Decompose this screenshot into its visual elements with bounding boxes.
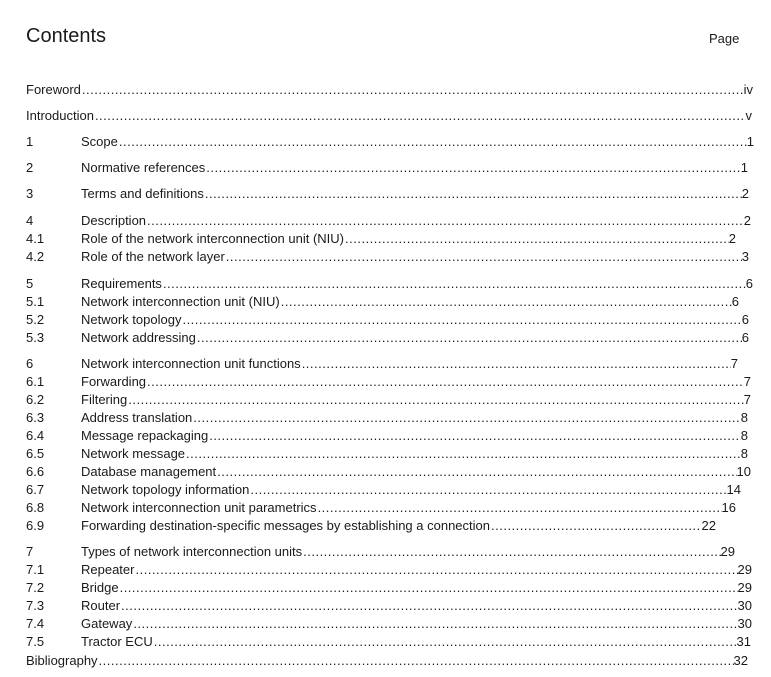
toc-entry-page: 22 bbox=[701, 518, 716, 533]
toc-entry-title: Network addressing bbox=[81, 330, 196, 345]
dot-leader bbox=[345, 231, 729, 247]
toc-entry-page: 1 bbox=[746, 134, 754, 149]
dot-leader bbox=[95, 108, 746, 124]
toc-entry[interactable] bbox=[26, 428, 748, 444]
toc-entry-title: Normative references bbox=[81, 160, 206, 175]
toc-entry[interactable] bbox=[26, 598, 752, 614]
toc-entry-number: 3 bbox=[26, 186, 34, 201]
toc-entry-page: 32 bbox=[733, 653, 748, 668]
dot-leader bbox=[186, 446, 741, 462]
toc-entry-page: 8 bbox=[740, 428, 748, 443]
dot-leader bbox=[205, 186, 742, 202]
toc-entry-title: Filtering bbox=[81, 392, 128, 407]
toc-entry-number: 6.1 bbox=[26, 374, 45, 389]
toc-entry-number: 7.2 bbox=[26, 580, 45, 595]
toc-entry[interactable] bbox=[26, 392, 751, 408]
toc-entry-title: Forwarding bbox=[81, 374, 147, 389]
toc-entry-number: 5.3 bbox=[26, 330, 45, 345]
toc-entry-foreword[interactable] bbox=[26, 82, 753, 98]
dot-leader bbox=[147, 374, 744, 390]
toc-entry-page: 3 bbox=[741, 249, 749, 264]
toc-entry-page: v bbox=[745, 108, 752, 123]
dot-leader bbox=[197, 330, 742, 346]
dot-leader bbox=[226, 249, 742, 265]
toc-entry[interactable] bbox=[26, 160, 748, 176]
page-title: Contents bbox=[26, 25, 107, 47]
toc-entry[interactable] bbox=[26, 562, 752, 578]
toc-entry-number: 6.8 bbox=[26, 500, 45, 515]
toc-entry-page: 14 bbox=[726, 482, 741, 497]
toc-entry-page: 16 bbox=[721, 500, 736, 515]
toc-entry-page: 30 bbox=[737, 616, 752, 631]
toc-entry[interactable] bbox=[26, 249, 749, 265]
toc-entry-page: 2 bbox=[728, 231, 736, 246]
toc-entry-page: 6 bbox=[745, 276, 753, 291]
toc-entry[interactable] bbox=[26, 330, 749, 346]
toc-entry-page: 10 bbox=[736, 464, 751, 479]
toc-entry-title: Message repackaging bbox=[81, 428, 209, 443]
toc-entry-title: Gateway bbox=[81, 616, 133, 631]
dot-leader bbox=[209, 428, 741, 444]
toc-entry-page: 29 bbox=[737, 580, 752, 595]
dot-leader bbox=[302, 356, 731, 372]
dot-leader bbox=[250, 482, 726, 498]
toc-entry[interactable] bbox=[26, 518, 716, 534]
dot-leader bbox=[133, 616, 737, 632]
toc-entry-page: 7 bbox=[743, 374, 751, 389]
toc-entry-number: 7.1 bbox=[26, 562, 45, 577]
toc-entry-title: Network topology information bbox=[81, 482, 250, 497]
dot-leader bbox=[147, 213, 744, 229]
toc-entry-title: Bibliography bbox=[26, 653, 98, 668]
toc-entry-page: 7 bbox=[743, 392, 751, 407]
toc-entry-page: 2 bbox=[743, 213, 751, 228]
toc-entry-number: 6 bbox=[26, 356, 34, 371]
toc-entry-title: Forwarding destination-specific messages by establishing a connection bbox=[81, 518, 490, 533]
toc-entry[interactable] bbox=[26, 276, 753, 292]
toc-entry[interactable] bbox=[26, 544, 735, 560]
toc-entry-number: 6.5 bbox=[26, 446, 45, 461]
toc-entry-number: 6.9 bbox=[26, 518, 45, 533]
toc-entry[interactable] bbox=[26, 134, 754, 150]
toc-entry-title: Network interconnection unit (NIU) bbox=[81, 294, 280, 309]
toc-entry-number: 4.2 bbox=[26, 249, 45, 264]
dot-leader bbox=[318, 500, 722, 516]
toc-entry-bibliography[interactable] bbox=[26, 653, 748, 669]
dot-leader bbox=[163, 276, 746, 292]
toc-entry[interactable] bbox=[26, 634, 751, 650]
toc-entry[interactable] bbox=[26, 213, 751, 229]
toc-entry-page: 30 bbox=[737, 598, 752, 613]
toc-entry-title: Types of network interconnection units bbox=[81, 544, 303, 559]
toc-entry-number: 7 bbox=[26, 544, 34, 559]
dot-leader bbox=[120, 580, 738, 596]
toc-entry-page: 6 bbox=[741, 312, 749, 327]
toc-entry-introduction[interactable] bbox=[26, 108, 752, 124]
toc-entry-page: 8 bbox=[740, 446, 748, 461]
toc-entry-title: Role of the network interconnection unit (NIU) bbox=[81, 231, 345, 246]
toc-entry-title: Network topology bbox=[81, 312, 182, 327]
toc-entry-title: Router bbox=[81, 598, 121, 613]
toc-entry-page: iv bbox=[743, 82, 753, 97]
dot-leader bbox=[193, 410, 740, 426]
toc-entry-number: 4 bbox=[26, 213, 34, 228]
toc-entry-number: 1 bbox=[26, 134, 34, 149]
toc-entry-page: 31 bbox=[736, 634, 751, 649]
toc-entry[interactable] bbox=[26, 374, 751, 390]
dot-leader bbox=[303, 544, 720, 560]
toc-entry[interactable] bbox=[26, 616, 752, 632]
toc-entry[interactable] bbox=[26, 186, 749, 202]
toc-entry-page: 6 bbox=[731, 294, 739, 309]
toc-entry-title: Terms and definitions bbox=[81, 186, 204, 201]
toc-entry-title: Database management bbox=[81, 464, 217, 479]
toc-entry-number: 7.4 bbox=[26, 616, 45, 631]
toc-entry-title: Introduction bbox=[26, 108, 94, 123]
toc-entry-title: Repeater bbox=[81, 562, 135, 577]
toc-entry-title: Role of the network layer bbox=[81, 249, 225, 264]
toc-entry[interactable] bbox=[26, 231, 736, 247]
toc-entry[interactable] bbox=[26, 446, 748, 462]
dot-leader bbox=[491, 518, 702, 534]
toc-entry-page: 2 bbox=[741, 186, 749, 201]
dot-leader bbox=[121, 598, 738, 614]
dot-leader bbox=[154, 634, 737, 650]
dot-leader bbox=[82, 82, 744, 98]
dot-leader bbox=[99, 653, 734, 669]
toc-entry-title: Description bbox=[81, 213, 147, 228]
toc-entry-title: Address translation bbox=[81, 410, 193, 425]
toc-entry-title: Scope bbox=[81, 134, 118, 149]
toc-entry[interactable] bbox=[26, 312, 749, 328]
toc-entry-number: 7.5 bbox=[26, 634, 45, 649]
toc-entry[interactable] bbox=[26, 500, 736, 516]
toc-entry[interactable] bbox=[26, 356, 738, 372]
toc-entry-number: 2 bbox=[26, 160, 34, 175]
toc-entry-number: 4.1 bbox=[26, 231, 45, 246]
toc-entry-page: 6 bbox=[741, 330, 749, 345]
toc-entry-title: Network interconnection unit functions bbox=[81, 356, 301, 371]
toc-entry-page: 8 bbox=[740, 410, 748, 425]
dot-leader bbox=[135, 562, 737, 578]
toc-entry-page: 29 bbox=[720, 544, 735, 559]
toc-entry-number: 5.1 bbox=[26, 294, 45, 309]
toc-entry-number: 6.3 bbox=[26, 410, 45, 425]
toc-entry[interactable] bbox=[26, 410, 748, 426]
toc-entry-number: 5 bbox=[26, 276, 34, 291]
dot-leader bbox=[119, 134, 747, 150]
toc-entry-title: Requirements bbox=[81, 276, 162, 291]
toc-entry[interactable] bbox=[26, 482, 741, 498]
toc-entry-number: 6.7 bbox=[26, 482, 45, 497]
toc-entry-title: Tractor ECU bbox=[81, 634, 153, 649]
dot-leader bbox=[217, 464, 736, 480]
toc-entry-title: Network message bbox=[81, 446, 186, 461]
toc-entry-title: Network interconnection unit parametrics bbox=[81, 500, 317, 515]
toc-entry[interactable] bbox=[26, 464, 751, 480]
toc-entry-page: 29 bbox=[737, 562, 752, 577]
toc-entry-number: 7.3 bbox=[26, 598, 45, 613]
toc-entry-title: Foreword bbox=[26, 82, 81, 97]
page-column-label: Page bbox=[709, 31, 740, 46]
toc-entry-number: 5.2 bbox=[26, 312, 45, 327]
dot-leader bbox=[128, 392, 744, 408]
toc-entry-title: Bridge bbox=[81, 580, 119, 595]
toc-entry-page: 7 bbox=[730, 356, 738, 371]
toc-entry-page: 1 bbox=[740, 160, 748, 175]
dot-leader bbox=[281, 294, 732, 310]
toc-entry-number: 6.2 bbox=[26, 392, 45, 407]
toc-entry[interactable] bbox=[26, 580, 752, 596]
toc-entry-number: 6.6 bbox=[26, 464, 45, 479]
dot-leader bbox=[182, 312, 741, 328]
toc-entry-number: 6.4 bbox=[26, 428, 45, 443]
toc-entry[interactable] bbox=[26, 294, 739, 310]
dot-leader bbox=[206, 160, 740, 176]
